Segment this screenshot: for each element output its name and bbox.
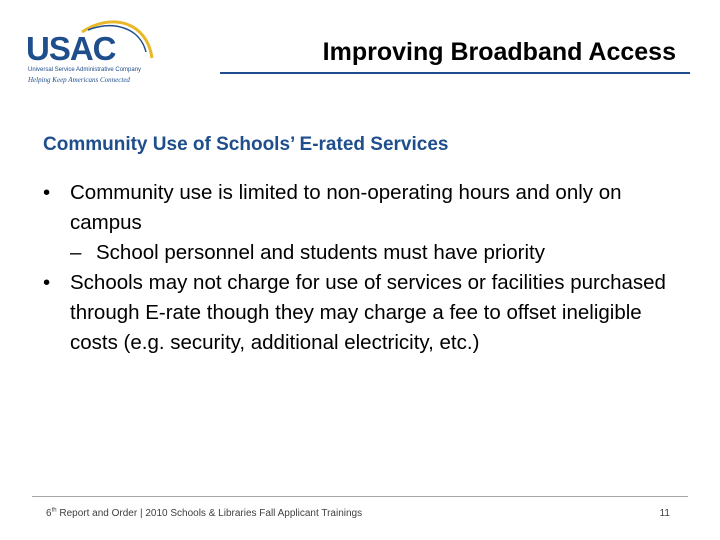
logo-subtitle: Universal Service Administrative Company: [28, 67, 142, 73]
footer-caption: Report and Order | 2010 Schools & Libraries Fall Applicant Trainings: [56, 508, 363, 519]
footer-ordinal-suffix: th: [51, 507, 57, 514]
logo-tagline: Helping Keep Americans Connected: [28, 76, 130, 84]
footer-ordinal: 6: [46, 508, 52, 519]
sub-bullet-item: [43, 238, 683, 268]
slide-title: Improving Broadband Access: [322, 38, 676, 66]
dash-icon: –: [70, 241, 82, 264]
bullet-icon: •: [43, 181, 51, 204]
bullet-item: [43, 268, 683, 358]
bullet-icon: •: [43, 271, 51, 294]
bullet-text: Schools may not charge for use of services or facilities purchased through E-rate though they may charge a fee to offset ineligible costs (e.g. security, additional electricity, etc.): [70, 271, 666, 354]
title-divider: [220, 72, 690, 74]
usac-logo: [22, 18, 162, 88]
bullet-item: [43, 178, 683, 238]
bullet-text: Community use is limited to non-operating hours and only on campus: [70, 181, 622, 234]
footer-text: [46, 508, 362, 519]
bullet-list: [43, 178, 683, 358]
sub-bullet-text: School personnel and students must have priority: [96, 241, 545, 264]
logo-wordmark: USAC: [26, 30, 116, 67]
slide-subtitle: Community Use of Schools’ E-rated Services: [43, 134, 449, 155]
page-number: 11: [659, 508, 670, 519]
footer-divider: [32, 496, 688, 497]
